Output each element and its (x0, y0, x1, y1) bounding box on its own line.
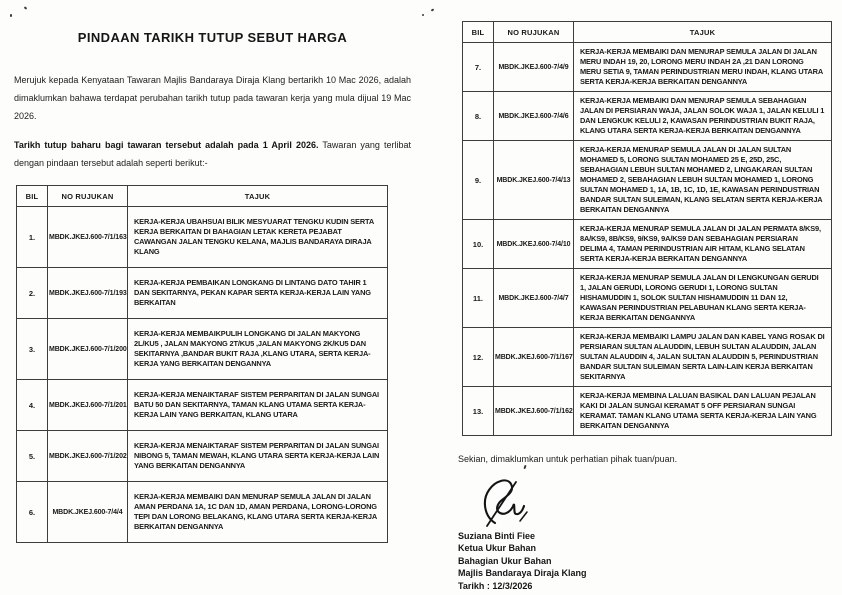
table-header-row (463, 22, 832, 43)
cell-bil: 8. (463, 92, 494, 141)
scan-speck (431, 8, 435, 11)
closing-date-bold-text: Tarikh tutup baharu bagi tawaran tersebut adalah pada 1 April 2026. (14, 140, 319, 150)
intro-paragraph: Merujuk kepada Kenyataan Tawaran Majlis Bandaraya Diraja Klang bertarikh 10 Mac 2026, adalah dimaklumkan bahawa terdapat perubahan tarikh tutup pada tawaran kerja yang mula dijual 19 Mac 2026. (14, 75, 411, 121)
cell-tajuk: KERJA-KERJA MENAIKTARAF SISTEM PERPARITAN DI JALAN SUNGAI BATU 50 DAN SEKITARNYA, TAMAN KLANG UTAMA SERTA KERJA-KERJA LAIN YANG BERKAITAN, KLANG UTARA (128, 380, 388, 431)
table-row (463, 328, 832, 387)
page-right (456, 12, 837, 592)
col-header-bil: BIL (17, 186, 48, 207)
table-row (17, 207, 388, 268)
closing-paragraph: Sekian, dimaklumkan untuk perhatian pihak tuan/puan. (458, 454, 678, 464)
scan-speck (10, 14, 12, 17)
cell-ref: MBDK.JKEJ.600-7/4/13 (494, 141, 574, 220)
cell-ref: MBDK.JKEJ.600-7/1/193 (48, 268, 128, 319)
closing-date-rest-text: Tawaran yang terlibat dengan pindaan tersebut adalah seperti berikut:- (14, 140, 411, 168)
signatory-department: Bahagian Ukur Bahan (458, 555, 552, 566)
cell-ref: MBDK.JKEJ.600-7/4/4 (48, 482, 128, 543)
page-left (14, 30, 411, 543)
cell-bil: 6. (17, 482, 48, 543)
cell-bil: 5. (17, 431, 48, 482)
table-header-row (17, 186, 388, 207)
cell-tajuk: KERJA-KERJA MEMBAIKI DAN MENURAP SEMULA JALAN DI JALAN AMAN PERDANA 1A, 1C DAN 1D, AMAN PERDANA, LORONG-LORONG TEPI DAN LORONG BELAKANG, KLANG UTARA SERTA KERJA-KERJA BERKAITAN DENGANNYA (128, 482, 388, 543)
signatory-organization: Majlis Bandaraya Diraja Klang (458, 568, 587, 579)
cell-ref: MBDK.JKEJ.600-7/1/163 (48, 207, 128, 268)
cell-bil: 9. (463, 141, 494, 220)
table-row (463, 141, 832, 220)
cell-ref: MBDK.JKEJ.600-7/4/6 (494, 92, 574, 141)
cell-tajuk: KERJA-KERJA MEMBAIKI DAN MENURAP SEMULA SEBAHAGIAN JALAN DI PERSIARAN WAJA, JALAN SOLOK WAJA 1, JALAN KELULI 1 DAN LENGKUK KELULI 2, KAWASAN PERINDUSTRIAN BUKIT RAJA, KLANG UTARA SERTA KERJA-KERJA BERKAITAN DENGANNYA (574, 92, 832, 141)
col-header-tajuk: TAJUK (574, 22, 832, 43)
cell-ref: MBDK.JKEJ.600-7/4/7 (494, 269, 574, 328)
cell-tajuk: KERJA-KERJA MENAIKTARAF SISTEM PERPARITAN DI JALAN SUNGAI NIBONG 5, TAMAN MEWAH, KLANG UTARA SERTA KERJA-KERJA LAIN YANG BERKAITAN DENGANNYA (128, 431, 388, 482)
scan-speck (422, 14, 424, 16)
table-row (463, 92, 832, 141)
cell-tajuk: KERJA-KERJA UBAHSUAI BILIK MESYUARAT TENGKU KUDIN SERTA KERJA BERKAITAN DI BAHAGIAN LETAK KERETA PEJABAT CAWANGAN JALAN TENGKU KELANA, MAJLIS BANDARAYA DIRAJA KLANG (128, 207, 388, 268)
signature-date: Tarikh : 12/3/2026 (458, 580, 533, 591)
cell-bil: 13. (463, 387, 494, 436)
cell-ref: MBDK.JKEJ.600-7/1/162 (494, 387, 574, 436)
cell-bil: 4. (17, 380, 48, 431)
col-header-ref: NO RUJUKAN (48, 186, 128, 207)
cell-ref: MBDK.JKEJ.600-7/1/200 (48, 319, 128, 380)
signatory-block (458, 530, 837, 592)
table-row (463, 269, 832, 328)
cell-tajuk: KERJA-KERJA MENURAP SEMULA JALAN DI JALAN PERMATA 8/KS9, 8A/KS9, 8B/KS9, 9/KS9, 9A/KS9 DAN SEBAHAGIAN PERSIARAN DELIMA 4, TAMAN PERINDUSTRIAN AIR HITAM, KLANG SELATAN SERTA KERJA-KERJA BERKAITAN DENGANNYA (574, 220, 832, 269)
cell-tajuk: KERJA-KERJA PEMBAIKAN LONGKANG DI LINTANG DATO TAHIR 1 DAN SEKITARNYA, PEKAN KAPAR SERTA KERJA-KERJA LAIN YANG BERKAITAN (128, 268, 388, 319)
signature-icon (480, 474, 538, 528)
cell-bil: 12. (463, 328, 494, 387)
signatory-name: Suziana Binti Fiee (458, 531, 536, 541)
table-row (463, 387, 832, 436)
page-title: PINDAAN TARIKH TUTUP SEBUT HARGA (77, 30, 348, 45)
table-row (17, 482, 388, 543)
cell-tajuk: KERJA-KERJA MEMBAIKI DAN MENURAP SEMULA JALAN DI JALAN MERU INDAH 19, 20, LORONG MERU INDAH 2A ,21 DAN LORONG MERU SETIA 9, TAMAN PERINDUSTRIAN MERU INDAH, KLANG UTARA SERTA KERJA-KERJA BERKAITAN DENGANNYA (574, 43, 832, 92)
cell-bil: 1. (17, 207, 48, 268)
signature-scribble (480, 474, 837, 528)
cell-tajuk: KERJA-KERJA MEMBAIKI LAMPU JALAN DAN KABEL YANG ROSAK DI PERSIARAN SULTAN ALAUDDIN, LEBUH SULTAN ALAUDDIN, JALAN SULTAN ALAUDDIN 4, JALAN SULTAN ALAUDDIN 5, PERINDUSTRIAN BANDAR SULTAN SULEIMAN SERTA LAIN-LAIN KERJA BERKAITAN SEKITARNYA (574, 328, 832, 387)
col-header-ref: NO RUJUKAN (494, 22, 574, 43)
cell-bil: 7. (463, 43, 494, 92)
cell-ref: MBDK.JKEJ.600-7/4/10 (494, 220, 574, 269)
table-row (463, 43, 832, 92)
cell-bil: 11. (463, 269, 494, 328)
cell-ref: MBDK.JKEJ.600-7/1/202 (48, 431, 128, 482)
table-row (17, 431, 388, 482)
tender-table-page1 (16, 185, 388, 543)
table-row (17, 380, 388, 431)
cell-tajuk: KERJA-KERJA MENURAP SEMULA JALAN DI LENGKUNGAN GERUDI 1, JALAN GERUDI, LORONG GERUDI 1, LORONG SULTAN HISHAMUDDIN 1, SOLOK SULTAN HISHAMUDDIN 11 DAN 12, KAWASAN PERINDUSTRIAN PELABUHAN KLANG SERTA KERJA-KERJA BERKAITAN DENGANNYA (574, 269, 832, 328)
cell-bil: 10. (463, 220, 494, 269)
cell-bil: 2. (17, 268, 48, 319)
cell-tajuk: KERJA-KERJA MEMBAIKPULIH LONGKANG DI JALAN MAKYONG 2L/KU5 , JALAN MAKYONG 2T/KU5 ,JALAN MAKYONG 2K/KU5 DAN SEKITARNYA ,BANDAR BUKIT RAJA ,KLANG UTARA, SERTA KERJA-KERJA YANG BERKAITAN DENGANNYA (128, 319, 388, 380)
col-header-tajuk: TAJUK (128, 186, 388, 207)
signatory-position: Ketua Ukur Bahan (458, 543, 537, 554)
tender-table-page2 (462, 21, 832, 436)
cell-ref: MBDK.JKEJ.600-7/4/9 (494, 43, 574, 92)
table-row (17, 268, 388, 319)
cell-bil: 3. (17, 319, 48, 380)
scan-speck (24, 6, 28, 9)
closing-date-paragraph (14, 136, 411, 172)
cell-tajuk: KERJA-KERJA MEMBINA LALUAN BASIKAL DAN LALUAN PEJALAN KAKI DI JALAN SUNGAI KERAMAT 5 OFF PERSIARAN SUNGAI KERAMAT. TAMAN KLANG UTAMA SERTA KERJA-KERJA LAIN YANG BERKAITAN DENGANNYA (574, 387, 832, 436)
table-row (463, 220, 832, 269)
cell-ref: MBDK.JKEJ.600-7/1/167 (494, 328, 574, 387)
cell-ref: MBDK.JKEJ.600-7/1/201 (48, 380, 128, 431)
cell-tajuk: KERJA-KERJA MENURAP SEMULA JALAN DI JALAN SULTAN MOHAMED 5, LORONG SULTAN MOHAMED 25 E, 25D, 25C, SEBAHAGIAN LEBUH SULTAN MOHAMED 2, LINGAKARAN SULTAN MOHAMED 2, SEBAHAGIAN LEBUH SULTAN MOHAMED 1, LORONG SULTAN MOHAMED 1, 1A, 1B, 1C, 1D, 1E, KAWASAN PERINDUSTRIAN BANDAR SULTAN SULEIMAN, KLANG SELATAN SERTA KERJA-KERJA BERKAITAN DENGANNYA (574, 141, 832, 220)
table-row (17, 319, 388, 380)
col-header-bil: BIL (463, 22, 494, 43)
